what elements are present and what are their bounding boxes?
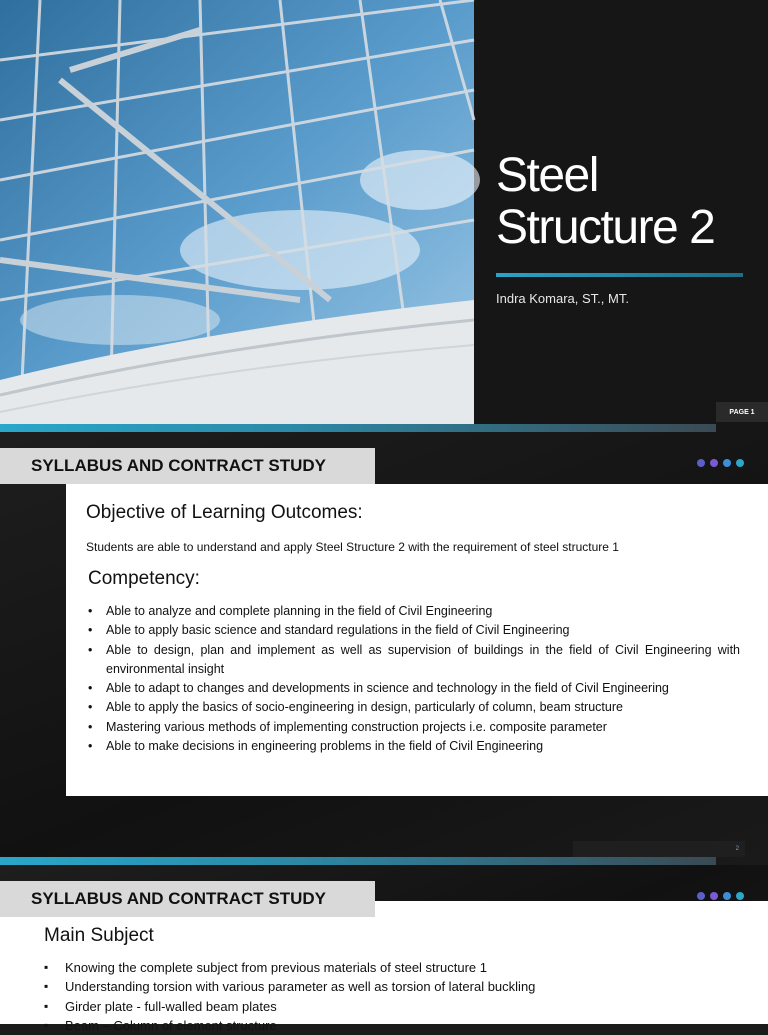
dot-icon	[736, 892, 744, 900]
dot-icon	[697, 892, 705, 900]
objective-text: Students are able to understand and apply Steel Structure 2 with the requirement of steel structure 1	[86, 540, 619, 554]
list-item: ▪ Knowing the complete subject from previous materials of steel structure 1	[65, 958, 535, 977]
syllabus-slide	[0, 432, 768, 865]
dot-icon	[710, 459, 718, 467]
list-item: ▪ Girder plate - full-walled beam plates	[65, 997, 535, 1016]
skylight-photo	[0, 0, 474, 424]
section-header: SYLLABUS AND CONTRACT STUDY	[0, 881, 375, 917]
dot-icon	[697, 459, 705, 467]
competency-list	[86, 602, 740, 756]
accent-divider	[496, 273, 743, 277]
page-number: 2	[573, 841, 745, 857]
list-item: • Able to design, plan and implement as well as supervision of buildings in the field of Civil Engineering with environmental insight	[106, 641, 740, 680]
section-header: SYLLABUS AND CONTRACT STUDY	[0, 448, 375, 484]
decorative-dots	[697, 892, 744, 900]
list-item: • Able to apply the basics of socio-engineering in design, particularly of column, beam structure	[106, 698, 740, 717]
main-subject-heading: Main Subject	[44, 925, 154, 946]
list-item: ▪ Understanding torsion with various parameter as well as torsion of lateral buckling	[65, 977, 535, 996]
author-name: Indra Komara, ST., MT.	[496, 291, 629, 306]
decorative-dots	[697, 459, 744, 467]
dot-icon	[723, 892, 731, 900]
title-line-2: Structure 2	[496, 201, 715, 254]
list-item: ▪ Beam – Column of element structure	[65, 1016, 535, 1035]
list-item: • Mastering various methods of implementing construction projects i.e. composite parameter	[106, 718, 740, 737]
main-subject-list	[44, 958, 535, 1035]
list-item: • Able to adapt to changes and developments in science and technology in the field of Civil Engineering	[106, 679, 740, 698]
list-item: • Able to analyze and complete planning in the field of Civil Engineering	[106, 602, 740, 621]
list-item: • Able to apply basic science and standard regulations in the field of Civil Engineering	[106, 621, 740, 640]
dot-icon	[723, 459, 731, 467]
competency-heading: Competency:	[88, 568, 200, 589]
bottom-accent-bar	[0, 424, 716, 432]
dot-icon	[710, 892, 718, 900]
slide-title	[496, 150, 756, 254]
bottom-accent-bar	[0, 857, 716, 865]
objective-heading: Objective of Learning Outcomes:	[86, 502, 363, 523]
title-slide	[0, 0, 768, 432]
content-card	[66, 484, 768, 796]
title-line-1: Steel	[496, 149, 598, 202]
dot-icon	[736, 459, 744, 467]
page-tag: PAGE 1	[716, 402, 768, 422]
list-item: • Able to make decisions in engineering problems in the field of Civil Engineering	[106, 737, 740, 756]
syllabus-slide-2	[0, 865, 768, 1033]
